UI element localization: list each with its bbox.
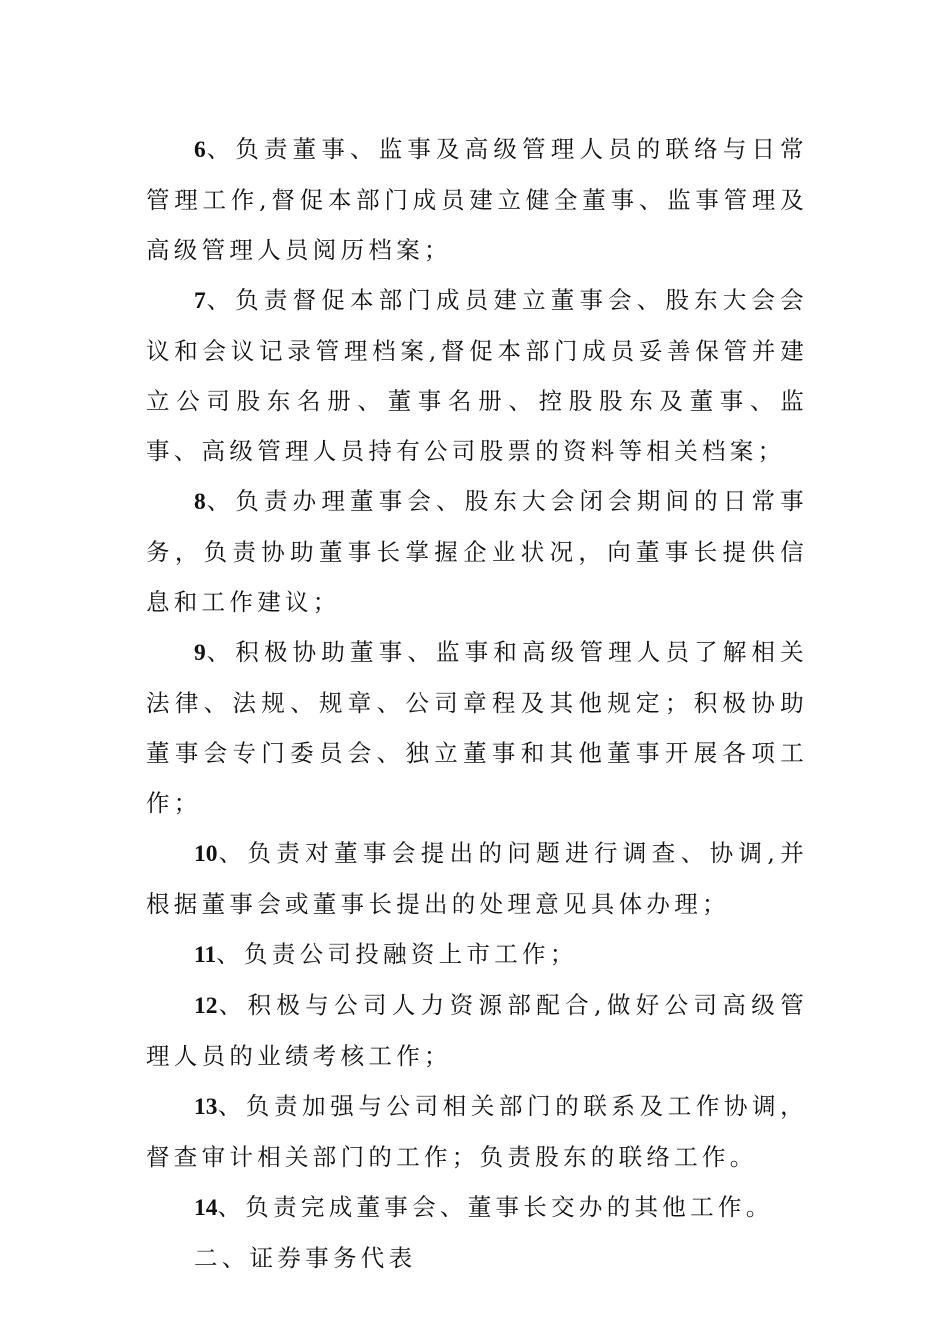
item-text: 、积极协助董事、监事和高级管理人员了解相关法律、法规、规章、公司章程及其他规定；积极协助董事会专门委员会、独立董事和其他董事开展各项工作；: [146, 638, 808, 817]
duty-item-10: [146, 828, 808, 929]
item-text: 、负责完成董事会、董事长交办的其他工作。: [217, 1193, 774, 1221]
duty-item-9: [146, 627, 808, 828]
item-text: 、负责对董事会提出的问题进行调查、协调,并根据董事会或董事长提出的处理意见具体办理；: [146, 839, 808, 918]
duty-item-6: [146, 124, 808, 275]
item-number: 14: [194, 1195, 218, 1221]
duty-item-12: [146, 980, 808, 1081]
duty-item-14: [146, 1182, 808, 1233]
item-number: 8: [194, 489, 206, 515]
section-heading: 二、证券事务代表: [194, 1244, 417, 1272]
item-text: 、负责办理董事会、股东大会闭会期间的日常事务，负责协助董事长掌握企业状况，向董事长提供信息和工作建议；: [146, 487, 808, 616]
duty-item-13: [146, 1081, 808, 1182]
item-number: 12: [194, 993, 218, 1019]
duty-item-8: [146, 476, 808, 627]
item-text: 、负责督促本部门成员建立董事会、股东大会会议和会议记录管理档案,督促本部门成员妥善保管并建立公司股东名册、董事名册、控股股东及董事、监事、高级管理人员持有公司股票的资料等相关档案；: [146, 286, 808, 465]
item-number: 9: [194, 640, 206, 666]
item-number: 11: [194, 942, 217, 968]
item-text: 、负责董事、监事及高级管理人员的联络与日常管理工作,督促本部门成员建立健全董事、监事管理及高级管理人员阅历档案；: [146, 135, 808, 264]
item-number: 13: [194, 1094, 218, 1120]
item-text: 、负责加强与公司相关部门的联系及工作协调，督查审计相关部门的工作；负责股东的联络工作。: [146, 1092, 808, 1171]
duty-item-11: [146, 929, 808, 980]
item-text: 、积极与公司人力资源部配合,做好公司高级管理人员的业绩考核工作；: [146, 991, 808, 1070]
duty-item-7: [146, 275, 808, 476]
item-text: 、负责公司投融资上市工作；: [216, 940, 578, 968]
item-number: 7: [194, 288, 206, 314]
document-body: [146, 124, 808, 1283]
item-number: 10: [194, 841, 218, 867]
item-number: 6: [194, 137, 206, 163]
